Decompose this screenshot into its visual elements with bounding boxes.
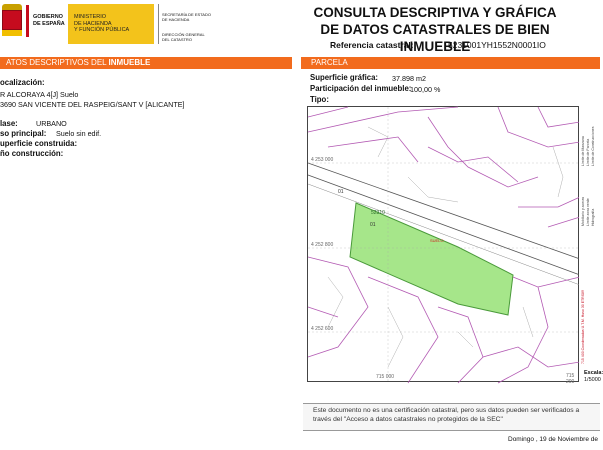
uso-label: so principal: (0, 129, 47, 138)
red-divider (26, 5, 29, 37)
legend-item-4: Mobiliario y aceras (581, 196, 585, 226)
secretariat-label: SECRETARÍA DE ESTADO DE HACIENDA (162, 12, 211, 22)
cadastral-map[interactable] (307, 106, 579, 385)
coord-x2: 715 200 (566, 373, 575, 385)
legend-item-5: Límite zona verde (586, 198, 590, 226)
legend-item-1: Límite de Manzana (581, 136, 585, 166)
directorate-label: DIRECCIÓN GENERAL DEL CATASTRO (162, 32, 205, 42)
coord-y1: 4 253 000 (311, 157, 334, 163)
tipo-label: Tipo: (310, 95, 329, 104)
clase-value: URBANO (36, 119, 67, 128)
clase-label: lase: (0, 119, 18, 128)
localizacion-line1: R ALCORAYA 4[J] Suelo (0, 90, 79, 99)
page-title: CONSULTA DESCRIPTIVA Y GRÁFICA DE DATOS CATASTRALES DE BIEN INMUEBLE (313, 5, 557, 54)
legend-item-6: Hidrografía (591, 208, 595, 226)
parcel-label-suelo: SUELO (430, 238, 444, 243)
superficie-grafica-value: 37.898 m2 (392, 74, 426, 83)
spain-coat-of-arms-icon (2, 4, 22, 38)
map-legend (579, 106, 600, 382)
ref-label: Referencia catastral: (330, 40, 414, 50)
issue-date: Domingo , 19 de Noviembre de (508, 436, 598, 443)
participacion-label: Participación del inmueble: (310, 84, 412, 93)
ano-construccion-label: ño construcción: (0, 149, 64, 158)
coord-y2: 4 252 800 (311, 242, 334, 248)
parcel-polygon (350, 203, 513, 315)
legend-coord-note: 715 400 Coordenadas U.T.M. Huso 30 ETRS89 (581, 290, 585, 364)
scale-value: 1/5000 (584, 377, 601, 383)
participacion-value: 100,00 % (410, 85, 441, 94)
disclaimer-text: Este documento no es una certificación catastral, pero sus datos pueden ser verificados a través del "Acceso a datos catastrales no protegidos de la SEC" (313, 407, 580, 423)
scale-label: Escala: (584, 370, 603, 376)
parcel-label-01a: 01 (338, 189, 344, 195)
parcel-label-52310: 52310 (371, 210, 385, 216)
coord-y3: 4 252 600 (311, 326, 334, 332)
legend-item-3: Límite de Construcciones (591, 126, 595, 166)
legend-item-2: Límite de Parcela (586, 138, 590, 166)
uso-value: Suelo sin edif. (56, 129, 102, 138)
section-bar-inmueble: ATOS DESCRIPTIVOS DEL INMUEBLE (0, 57, 292, 69)
ref-value: 5231001YH1552N0001IO (448, 40, 546, 50)
localizacion-line2: 3690 SAN VICENTE DEL RASPEIG/SANT V [ALICANTE] (0, 100, 185, 109)
coord-x1: 715 000 (376, 374, 395, 380)
superficie-construida-label: uperficie construida: (0, 139, 78, 148)
ministry-label: MINISTERIO DE HACIENDA Y FUNCIÓN PÚBLICA (74, 14, 130, 33)
superficie-grafica-label: Superficie gráfica: (310, 73, 379, 82)
parcel-label-01b: 01 (370, 222, 376, 228)
localizacion-label: ocalización: (0, 78, 45, 87)
map-drawing (308, 107, 580, 383)
gobierno-label: GOBIERNO DE ESPAÑA (33, 14, 65, 27)
section-bar-parcela: PARCELA (301, 57, 600, 69)
